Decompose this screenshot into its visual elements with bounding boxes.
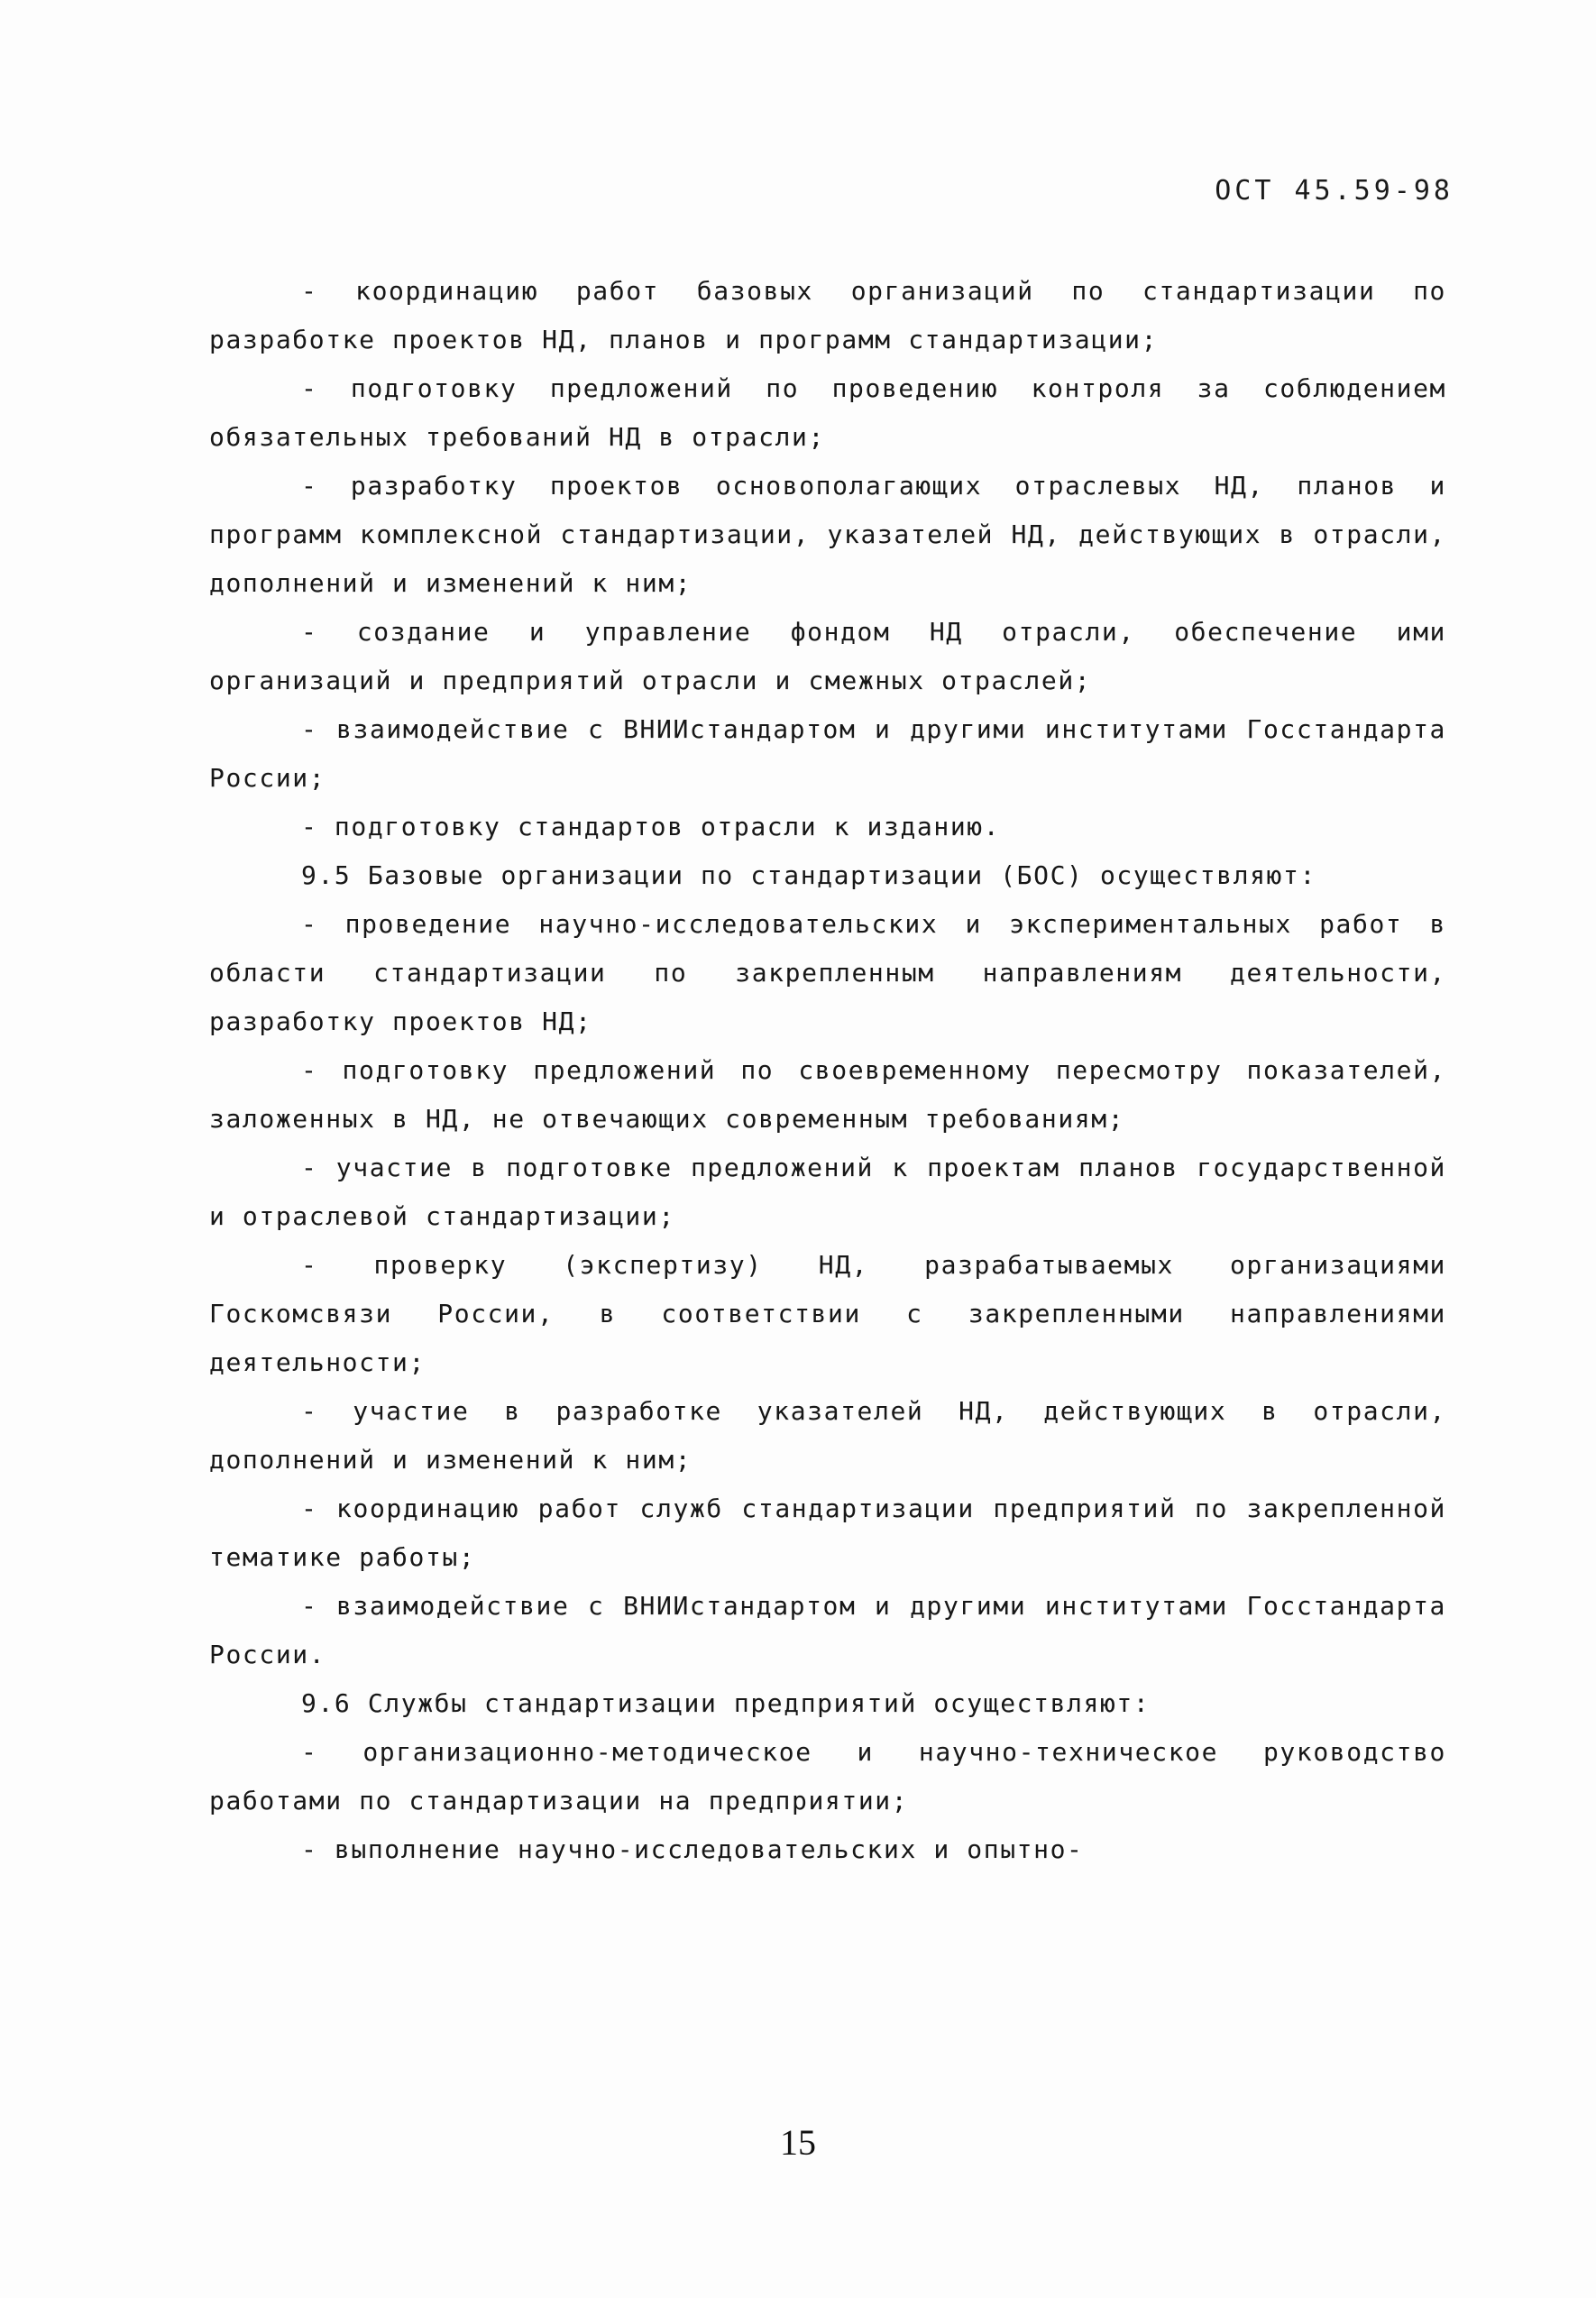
paragraph-nd-fund: - создание и управление фондом НД отрасли, обеспечение ими организаций и предприятий отрасли и смежных отраслей; <box>209 617 1446 695</box>
paragraph-revision: - подготовку предложений по своевременному пересмотру показателей, заложенных в НД, не отвечающих современным требованиям; <box>209 1055 1446 1134</box>
paragraph-indexes: - участие в разработке указателей НД, действующих в отрасли, дополнений и изменений к ним; <box>209 1396 1446 1475</box>
paragraph-coordination-services: - координацию работ служб стандартизации предприятий по закрепленной тематике работы; <box>209 1494 1446 1572</box>
paragraph-expertise: - проверку (экспертизу) НД, разрабатываемых организациями Госкомсвязи России, в соответствии с закрепленными направлениями деятельности; <box>209 1250 1446 1377</box>
section-9-6-heading: 9.6 Службы стандартизации предприятий осуществляют: <box>301 1688 1151 1718</box>
paragraph-plans: - участие в подготовке предложений к проектам планов государственной и отраслевой стандартизации; <box>209 1153 1446 1231</box>
paragraph-interaction: - взаимодействие с ВНИИстандартом и другими институтами Госстандарта России; <box>209 714 1446 793</box>
paragraph-interaction-2: - взаимодействие с ВНИИстандартом и другими институтами Госстандарта России. <box>209 1591 1446 1669</box>
paragraph-research: - проведение научно-исследовательских и экспериментальных работ в области стандартизации по закрепленным направлениям деятельности, разработку проектов НД; <box>209 909 1446 1036</box>
body-text <box>209 267 1446 1874</box>
paragraph-publishing: - подготовку стандартов отрасли к изданию. <box>301 812 1001 841</box>
section-9-5-heading: 9.5 Базовые организации по стандартизации (БОС) осуществляют: <box>301 860 1316 890</box>
paragraph-control-proposals: - подготовку предложений по проведению контроля за соблюдением обязательных требований НД в отрасли; <box>209 373 1446 452</box>
document-code: ОСТ 45.59-98 <box>1215 175 1454 207</box>
paragraph-management: - организационно-методическое и научно-техническое руководство работами по стандартизации на предприятии; <box>209 1737 1446 1815</box>
page-number: 15 <box>780 2122 816 2163</box>
paragraph-fundamental-nd: - разработку проектов основополагающих отраслевых НД, планов и программ комплексной стандартизации, указателей НД, действующих в отрасли, дополнений и изменений к ним; <box>209 471 1446 598</box>
paragraph-coordination-bos: - координацию работ базовых организаций по стандартизации по разработке проектов НД, планов и программ стандартизации; <box>209 276 1446 354</box>
paragraph-execution: - выполнение научно-исследовательских и опытно- <box>301 1834 1084 1864</box>
